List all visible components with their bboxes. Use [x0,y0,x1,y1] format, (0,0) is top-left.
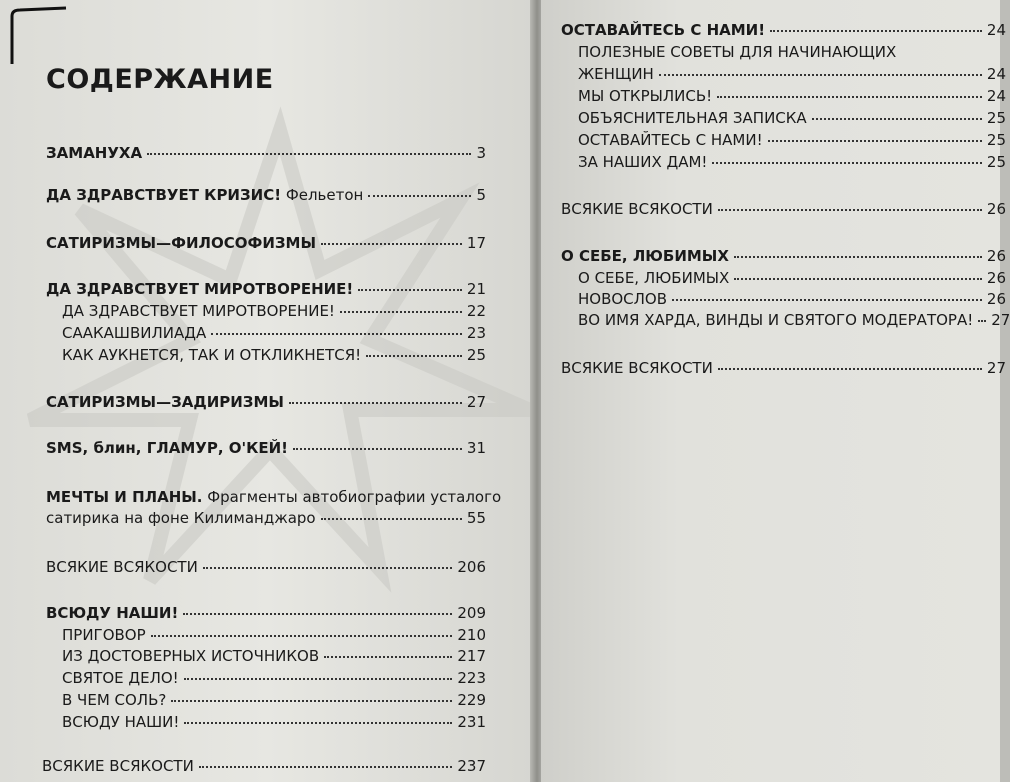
toc-subentry: СВЯТОЕ ДЕЛО! 223 [62,669,486,687]
toc-subentry: ЗА НАШИХ ДАМ! 25 [578,153,1006,171]
toc-entry: ДА ЗДРАВСТВУЕТ КРИЗИС! Фельетон 5 [46,186,486,204]
toc-subentry: МЫ ОТКРЫЛИСЬ! 24 [578,87,1006,105]
right-page [541,0,1010,782]
toc-subentry: ОБЪЯСНИТЕЛЬНАЯ ЗАПИСКА 25 [578,109,1006,127]
toc-subentry: ВО ИМЯ ХАРДА, ВИНДЫ И СВЯТОГО МОДЕРАТОРА! 27 [578,311,1010,329]
toc-entry: ВСЯКИЕ ВСЯКОСТИ 27 [561,359,1006,377]
page-title: СОДЕРЖАНИЕ [46,64,274,95]
toc-subentry: ИЗ ДОСТОВЕРНЫХ ИСТОЧНИКОВ 217 [62,647,486,665]
toc-subentry: О СЕБЕ, ЛЮБИМЫХ 26 [578,269,1006,287]
toc-entry: ЗАМАНУХА 3 [46,144,486,162]
toc-subentry: ОСТАВАЙТЕСЬ С НАМИ! 25 [578,131,1006,149]
toc-subentry: КАК АУКНЕТСЯ, ТАК И ОТКЛИКНЕТСЯ! 25 [62,346,486,364]
toc-entry: ВСЯКИЕ ВСЯКОСТИ 26 [561,200,1006,218]
toc-subentry: ДА ЗДРАВСТВУЕТ МИРОТВОРЕНИЕ! 22 [62,302,486,320]
toc-subentry: ВСЮДУ НАШИ! 231 [62,713,486,731]
toc-entry: ВСЯКИЕ ВСЯКОСТИ 237 [42,757,486,775]
toc-entry: SMS, блин, ГЛАМУР, О'КЕЙ! 31 [46,439,486,457]
toc-entry: САТИРИЗМЫ—ФИЛОСОФИЗМЫ 17 [46,234,486,252]
toc-subentry: НОВОСЛОВ 26 [578,290,1006,308]
toc-entry: О СЕБЕ, ЛЮБИМЫХ 26 [561,247,1006,265]
toc-entry: ОСТАВАЙТЕСЬ С НАМИ! 24 [561,21,1006,39]
toc-subentry: СААКАШВИЛИАДА 23 [62,324,486,342]
toc-entry: САТИРИЗМЫ—ЗАДИРИЗМЫ 27 [46,393,486,411]
toc-entry: ДА ЗДРАВСТВУЕТ МИРОТВОРЕНИЕ! 21 [46,280,486,298]
corner-bracket-icon [10,6,66,64]
toc-entry: ВСЯКИЕ ВСЯКОСТИ 206 [46,558,486,576]
toc-entry: ВСЮДУ НАШИ! 209 [46,604,486,622]
toc-subentry-continuation: ЖЕНЩИН 24 [578,65,1006,83]
toc-entry-multiline: МЕЧТЫ И ПЛАНЫ. Фрагменты автобиографии усталого [46,488,502,506]
toc-subentry-multiline: ПОЛЕЗНЫЕ СОВЕТЫ ДЛЯ НАЧИНАЮЩИХ [578,43,897,61]
toc-subentry: ПРИГОВОР 210 [62,626,486,644]
toc-subentry: В ЧЕМ СОЛЬ? 229 [62,691,486,709]
toc-entry-continuation: сатирика на фоне Килиманджаро 55 [46,509,486,527]
